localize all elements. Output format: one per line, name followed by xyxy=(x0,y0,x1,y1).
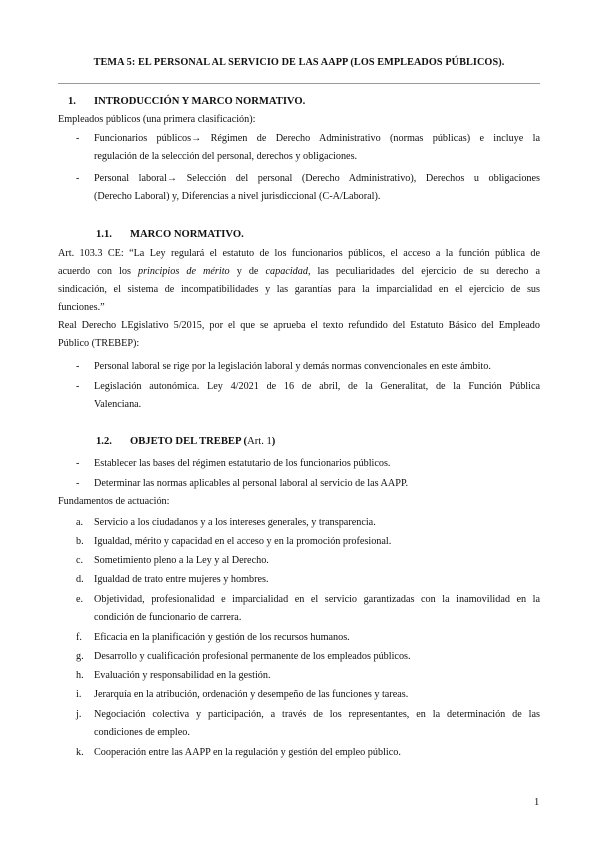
lettered-item-text: Igualdad de trato entre mujeres y hombres. xyxy=(94,574,269,585)
fundamentos-heading: Fundamentos de actuación: xyxy=(58,496,170,507)
title-divider xyxy=(58,83,540,84)
lettered-item-text: Sometimiento pleno a la Ley y al Derecho. xyxy=(94,555,269,566)
lettered-item-text: Desarrollo y cualificación profesional permanente de los empleados públicos. xyxy=(94,651,411,662)
lettered-item-text: Eficacia en la planificación y gestión de los recursos humanos. xyxy=(94,632,350,643)
section-1-intro: Empleados públicos (una primera clasificación): xyxy=(58,114,256,125)
section-1-title: INTRODUCCIÓN Y MARCO NORMATIVO. xyxy=(94,96,306,107)
lettered-item-text: Evaluación y responsabilidad en la gestión. xyxy=(94,670,271,681)
section-1-heading xyxy=(68,96,305,107)
section-1-2-title: OBJETO DEL TREBEP ( xyxy=(130,436,248,447)
lettered-item-text: Objetividad, profesionalidad e imparcialidad en el servicio garantizadas con la inamovilidad en la xyxy=(94,594,540,605)
page-number: 1 xyxy=(534,797,540,808)
lettered-item-text: Negociación colectiva y participación, a través de los representantes, en la determinación de las xyxy=(94,709,540,720)
bullet-dash: - xyxy=(76,458,80,469)
list-item-text: Legislación autonómica. Ley 4/2021 de 16 de abril, de la Generalitat, de la Función Pública xyxy=(94,381,540,392)
document-page: TEMA 5: EL PERSONAL AL SERVICIO DE LAS AAPP (LOS EMPLEADOS PÚBLICOS). 1. INTRODUCCIÓN Y MARCO NORMATIVO. Empleados públicos (una primera clasificación): - Funcionarios públicos→ Régimen de Derecho Administrativo (normas públicas) e incluye la regulación de la selección del personal, derechos y obligaciones. - Personal laboral→ Selección del personal (Derecho Administrativo), Derechos u obligaciones (Derecho Laboral) y, Diferencias a nivel jurisdiccional (C-A/Laboral). 1.1. MARCO NORMATIVO. Art. 103.3 CE: “La Ley regulará el estatuto de los funcionarios públicos, el acceso a la función pública de acuerdo con los principios de mérito y de capacidad, las peculiaridades del ejercicio de su derecho a sindicación, el sistema de incompatibilidades y las garantías para la imparcialidad en el ejercicio de sus funciones.” Real Derecho LEgislativo 5/2015, por el que se aprueba el texto refundido del Estatuto Básico del Empleado Público (TREBEP): - Personal laboral se rige por la legislación laboral y demás normas convencionales en este ámbito. - Legislación autonómica. Ley 4/2021 de 16 de abril, de la Generalitat, de la Función Pública Valenciana. 1.2. OBJETO DEL TREBEP (Art. 1) - Establecer las bases del régimen estatutario de los funcionarios públicos. - Determinar las normas aplicables al personal laboral al servicio de las AAPP. Fundamentos de actuación: a. Servicio a los ciudadanos y a los intereses generales, y transparencia. b. Igualdad, mérito y capacidad en el acceso y en la promoción profesional. c. Sometimiento pleno a la Ley y al Derecho. d. Igualdad de trato entre mujeres y hombres. e. Objetividad, profesionalidad e imparcialidad en el servicio garantizadas con la inamovilidad en la condición de funcionario de carrera. f. Eficacia en la planificación y gestión de los recursos humanos. g. Desarrollo y cualificación profesional permanente de los empleados públicos. h. Evaluación y responsabilidad en la gestión. i. Jerarquía en la atribución, ordenación y desempeño de las funciones y tareas. j. Negociación colectiva y participación, a través de los representantes, en la determinación de las condiciones de empleo. k. Cooperación entre las AAPP en la regulación y gestión del empleo público. 1 xyxy=(58,57,541,808)
decree-text-line: Real Derecho LEgislativo 5/2015, por el que se aprueba el texto refundido del Estatuto Básico del Empleado xyxy=(58,320,540,331)
bullet-dash: - xyxy=(76,173,80,184)
section-1-2-number: 1.2. xyxy=(96,436,112,447)
bullet-dash: - xyxy=(76,133,80,144)
decree-text-line: Público (TREBEP): xyxy=(58,338,140,349)
article-quote-line: funciones.” xyxy=(58,302,105,313)
list-item-continuation: regulación de la selección del personal, derechos y obligaciones. xyxy=(94,151,358,162)
section-1-2-article-ref: Art. 1 xyxy=(247,436,272,447)
section-1-1-number: 1.1. xyxy=(96,229,112,240)
lettered-item-text: Servicio a los ciudadanos y a los intereses generales, y transparencia. xyxy=(94,517,376,528)
lettered-item-text: Igualdad, mérito y capacidad en el acceso y en la promoción profesional. xyxy=(94,536,392,547)
bullet-dash: - xyxy=(76,381,80,392)
section-1-2-heading: 1.2. OBJETO DEL TREBEP (Art. 1) xyxy=(96,436,276,447)
list-item-text: Funcionarios públicos→ Régimen de Derecho Administrativo (normas públicas) e incluye la xyxy=(94,133,540,144)
lettered-item-text: Cooperación entre las AAPP en la regulación y gestión del empleo público. xyxy=(94,747,401,758)
section-1-1-title: MARCO NORMATIVO. xyxy=(130,229,244,240)
lettered-item-continuation: condición de funcionario de carrera. xyxy=(94,612,242,623)
bullet-dash: - xyxy=(76,478,80,489)
section-1-number: 1. xyxy=(68,96,76,107)
article-quote-line: sindicación, el sistema de incompatibilidades y las garantías para la imparcialidad en el ejercicio de sus xyxy=(58,284,540,295)
list-item-text: Establecer las bases del régimen estatutario de los funcionarios públicos. xyxy=(94,458,391,469)
article-quote-line: Art. 103.3 CE: “La Ley regulará el estatuto de los funcionarios públicos, el acceso a la función pública de xyxy=(58,248,540,259)
bullet-dash: - xyxy=(76,361,80,372)
article-quote-line: acuerdo con los principios de mérito y de capacidad, las peculiaridades del ejercicio de su derecho a xyxy=(58,266,541,277)
document-title: TEMA 5: EL PERSONAL AL SERVICIO DE LAS AAPP (LOS EMPLEADOS PÚBLICOS). xyxy=(93,57,505,68)
list-item-text: Determinar las normas aplicables al personal laboral al servicio de las AAPP. xyxy=(94,478,409,489)
lettered-item-text: Jerarquía en la atribución, ordenación y desempeño de las funciones y tareas. xyxy=(94,689,409,700)
list-item-text: Personal laboral→ Selección del personal (Derecho Administrativo), Derechos u obligaciones xyxy=(94,173,540,184)
lettered-item-continuation: condiciones de empleo. xyxy=(94,727,190,738)
list-item-text: Personal laboral se rige por la legislación laboral y demás normas convencionales en este ámbito. xyxy=(94,361,491,372)
list-item-continuation: Valenciana. xyxy=(94,399,142,410)
list-item-continuation: (Derecho Laboral) y, Diferencias a nivel jurisdiccional (C-A/Laboral). xyxy=(94,191,381,202)
section-1-1-heading xyxy=(96,229,244,240)
